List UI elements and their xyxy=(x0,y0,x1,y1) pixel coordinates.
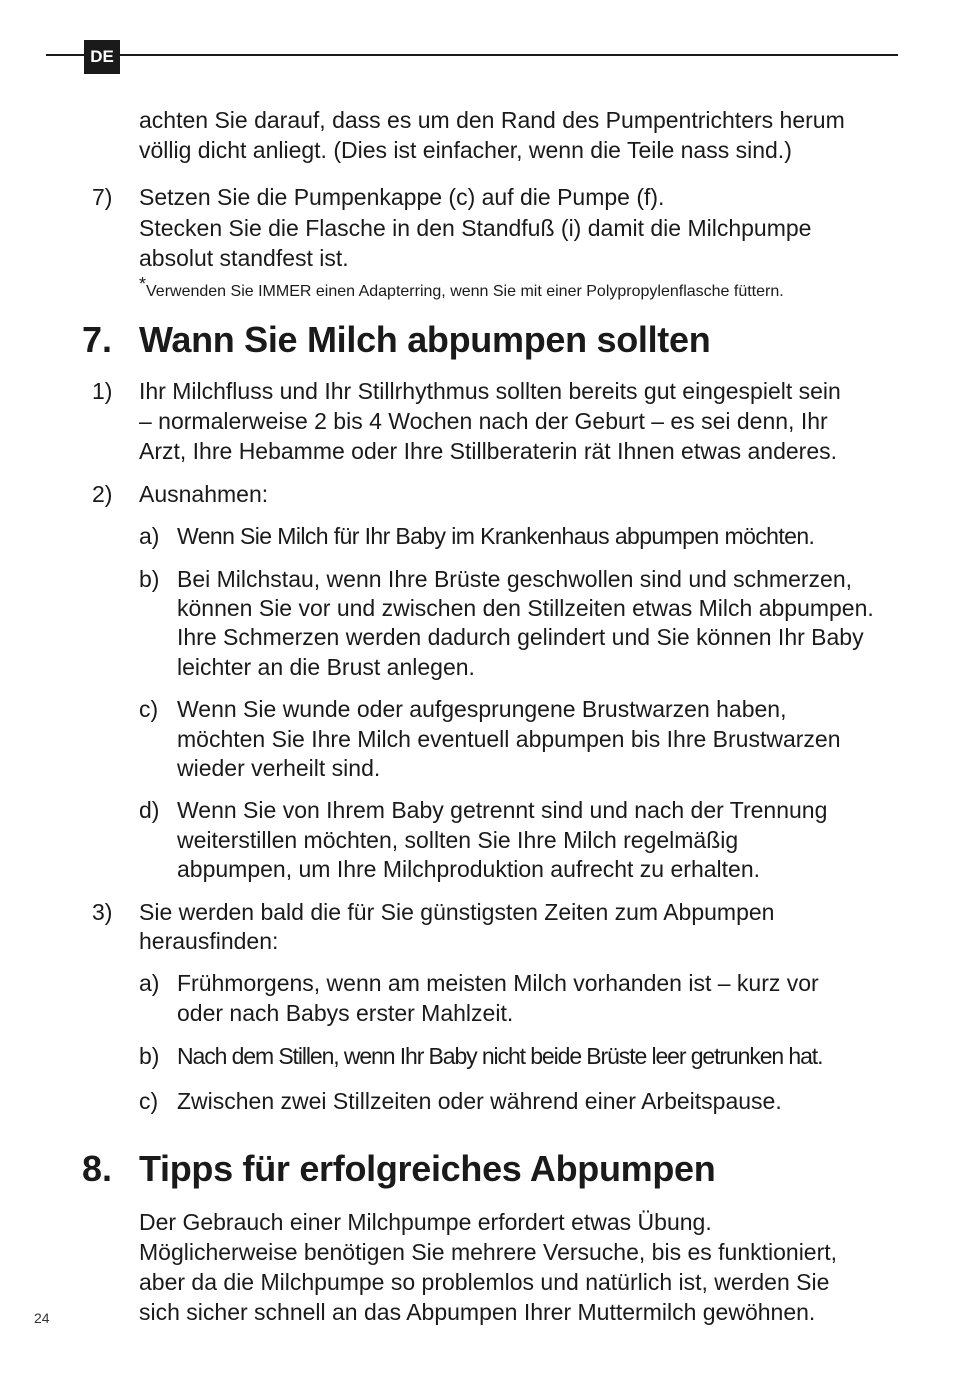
subitem-line: leichter an die Brust anlegen. xyxy=(177,654,475,680)
header-rule xyxy=(46,54,898,56)
step-line: absolut standfest ist. xyxy=(139,245,349,271)
footnote-star: * xyxy=(139,274,147,294)
item-number: 2) xyxy=(92,481,113,507)
subitem-line: Frühmorgens, wenn am meisten Milch vorhanden ist – kurz vor xyxy=(177,970,819,996)
subitem-letter: a) xyxy=(139,970,160,996)
item-line: – normalerweise 2 bis 4 Wochen nach der Geburt – es sei denn, Ihr xyxy=(139,408,828,434)
section-number: 8. xyxy=(82,1148,113,1189)
body-line: Möglicherweise benötigen Sie mehrere Versuche, bis es funktioniert, xyxy=(139,1239,838,1265)
subitem-line: Wenn Sie von Ihrem Baby getrennt sind und nach der Trennung xyxy=(177,797,828,823)
subitem-line: Wenn Sie Milch für Ihr Baby im Krankenhaus abpumpen möchten. xyxy=(177,523,815,549)
subitem-letter: b) xyxy=(139,566,160,592)
subitem-letter: b) xyxy=(139,1043,160,1069)
intro-line: völlig dicht anliegt. (Dies ist einfacher, wenn die Teile nass sind.) xyxy=(139,137,792,163)
subitem-letter: c) xyxy=(139,696,159,722)
subitem-letter: c) xyxy=(139,1088,159,1114)
subitem-line: weiterstillen möchten, sollten Sie Ihre Milch regelmäßig xyxy=(177,827,739,853)
section-title: Tipps für erfolgreiches Abpumpen xyxy=(139,1148,716,1189)
subitem-line: Wenn Sie wunde oder aufgesprungene Brustwarzen haben, xyxy=(177,696,787,722)
subitem-letter: a) xyxy=(139,523,160,549)
section-title: Wann Sie Milch abpumpen sollten xyxy=(139,319,711,360)
item-line: Ihr Milchfluss und Ihr Stillrhythmus sollten bereits gut eingespielt sein xyxy=(139,378,841,404)
intro-line: achten Sie darauf, dass es um den Rand des Pumpentrichters herum xyxy=(139,107,845,133)
language-badge: DE xyxy=(84,40,120,74)
subitem-line: Ihre Schmerzen werden dadurch gelindert und Sie können Ihr Baby xyxy=(177,624,864,650)
subitem-line: möchten Sie Ihre Milch eventuell abpumpen bis Ihre Brustwarzen xyxy=(177,726,841,752)
body-line: sich sicher schnell an das Abpumpen Ihrer Muttermilch gewöhnen. xyxy=(139,1299,816,1325)
item-line: herausfinden: xyxy=(139,928,279,954)
page-number: 24 xyxy=(34,1310,50,1326)
section-number: 7. xyxy=(82,319,113,360)
step-line: Setzen Sie die Pumpenkappe (c) auf die Pumpe (f). xyxy=(139,184,665,210)
subitem-line: Bei Milchstau, wenn Ihre Brüste geschwollen sind und schmerzen, xyxy=(177,566,853,592)
footnote xyxy=(139,274,784,303)
step-number: 7) xyxy=(92,184,113,210)
item-number: 3) xyxy=(92,899,113,925)
subitem-letter: d) xyxy=(139,797,160,823)
item-line: Arzt, Ihre Hebamme oder Ihre Stillberaterin rät Ihnen etwas anderes. xyxy=(139,438,838,464)
body-line: Der Gebrauch einer Milchpumpe erfordert etwas Übung. xyxy=(139,1209,712,1235)
footnote-text: Verwenden Sie IMMER einen Adapterring, wenn Sie mit einer Polypropylenflasche füttern. xyxy=(146,283,784,300)
item-label: Ausnahmen: xyxy=(139,481,269,507)
subitem-line: abpumpen, um Ihre Milchproduktion aufrecht zu erhalten. xyxy=(177,856,760,882)
item-line: Sie werden bald die für Sie günstigsten Zeiten zum Abpumpen xyxy=(139,899,775,925)
subitem-line: wieder verheilt sind. xyxy=(177,755,381,781)
step-line: Stecken Sie die Flasche in den Standfuß (i) damit die Milchpumpe xyxy=(139,215,812,241)
body-line: aber da die Milchpumpe so problemlos und natürlich ist, werden Sie xyxy=(139,1269,830,1295)
subitem-line: können Sie vor und zwischen den Stillzeiten etwas Milch abpumpen. xyxy=(177,595,874,621)
subitem-line: oder nach Babys erster Mahlzeit. xyxy=(177,1000,514,1026)
item-number: 1) xyxy=(92,378,113,404)
subitem-line: Nach dem Stillen, wenn Ihr Baby nicht beide Brüste leer getrunken hat. xyxy=(177,1043,823,1069)
subitem-line: Zwischen zwei Stillzeiten oder während einer Arbeitspause. xyxy=(177,1088,782,1114)
